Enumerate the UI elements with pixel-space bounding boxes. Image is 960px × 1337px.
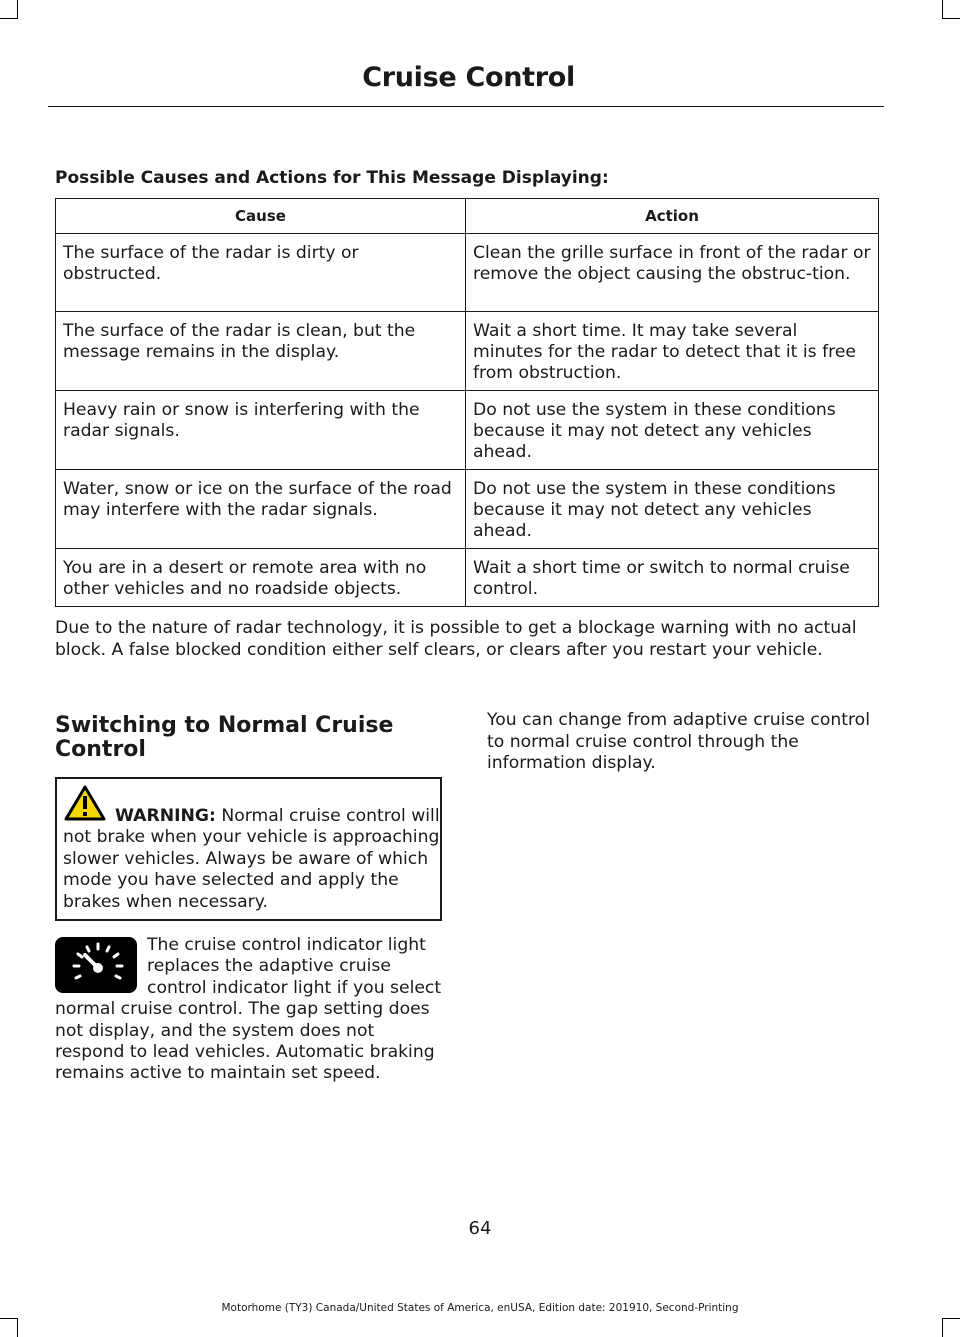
column-header-cause: Cause: [56, 199, 466, 234]
warning-body: Normal cruise control will not brake when your vehicle is approaching slower vehicles. Always be aware of which mode you have selected and apply the brakes when necessary.: [63, 806, 440, 912]
table-heading: Possible Causes and Actions for This Message Displaying:: [55, 168, 609, 188]
action-cell: Clean the grille surface in front of the radar or remove the object causing the obstruc-tion.: [466, 234, 879, 312]
footer: Motorhome (TY3) Canada/United States of America, enUSA, Edition date: 201910, Second-Printing: [221, 1302, 739, 1314]
cause-cell: Water, snow or ice on the surface of the road may interfere with the radar signals.: [56, 470, 466, 549]
title-rule: [48, 106, 884, 107]
cause-cell: Heavy rain or snow is interfering with the radar signals.: [56, 391, 466, 470]
blockage-note: Due to the nature of radar technology, it is possible to get a blockage warning with no actual block. A false blocked condition either self clears, or clears after you restart your vehicle.: [55, 618, 857, 660]
table-row: [56, 391, 879, 470]
crop-mark: [942, 18, 960, 19]
page-number: 64: [468, 1218, 492, 1239]
warning-label: WARNING:: [115, 806, 216, 826]
crop-mark: [942, 1319, 943, 1337]
cause-cell: The surface of the radar is clean, but the message remains in the display.: [56, 312, 466, 391]
crop-mark: [942, 1318, 960, 1319]
crop-mark: [17, 1319, 18, 1337]
section-heading: Switching to Normal Cruise Control: [55, 713, 394, 762]
switch-instruction: You can change from adaptive cruise control to normal cruise control through the information display.: [487, 710, 870, 773]
crop-mark: [0, 1318, 18, 1319]
indicator-text: [55, 935, 447, 1085]
table-header-row: [56, 199, 879, 234]
causes-actions-table: [55, 198, 879, 607]
crop-mark: [0, 18, 18, 19]
table-row: [56, 312, 879, 391]
table-row: [56, 470, 879, 549]
icon-spacer: [55, 935, 147, 999]
crop-mark: [942, 0, 943, 18]
column-header-action: Action: [466, 199, 879, 234]
crop-mark: [17, 0, 18, 18]
action-cell: Wait a short time. It may take several minutes for the radar to detect that it is free from obstruction.: [466, 312, 879, 391]
indicator-description: The cruise control indicator light replaces the adaptive cruise control indicator light if you select normal cruise control. The gap setting does not display, and the system does not respond to lead vehicles. Automatic braking remains active to maintain set speed.: [55, 935, 442, 1084]
warning-text: [63, 806, 441, 913]
cause-cell: You are in a desert or remote area with no other vehicles and no roadside objects.: [56, 549, 466, 607]
action-cell: Do not use the system in these conditions because it may not detect any vehicles ahead.: [466, 470, 879, 549]
action-cell: Wait a short time or switch to normal cruise control.: [466, 549, 879, 607]
table-row: [56, 234, 879, 312]
action-cell: Do not use the system in these conditions because it may not detect any vehicles ahead.: [466, 391, 879, 470]
warning-box: [55, 777, 442, 921]
table-row: [56, 549, 879, 607]
page-title: Cruise Control: [362, 62, 575, 93]
cause-cell: The surface of the radar is dirty or obstructed.: [56, 234, 466, 312]
